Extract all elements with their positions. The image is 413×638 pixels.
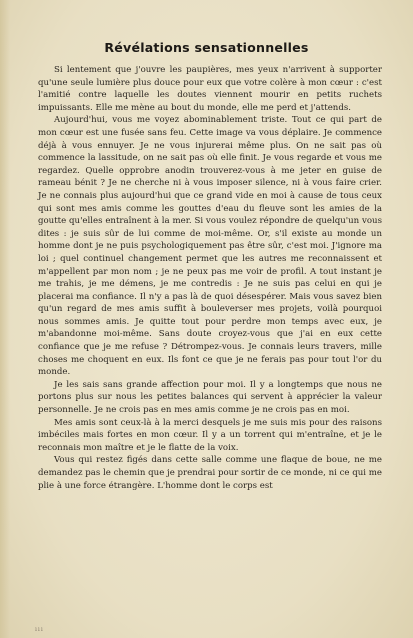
paragraph: Je les sais sans grande affection pour moi. Il y a longtemps que nous ne portons plus sur nous les petites balances qui servent à apprécier la valeur personnelle. Je ne crois pas en mes amis comme je ne crois pas en moi. [38,379,382,416]
paragraph: Si lentement que j'ouvre les paupières, mes yeux n'arrivent à supporter qu'une seule lumière plus douce pour eux que votre colère à mon cœur : c'est l'amitié contre laquelle les doutes viennent mourir en petits ruchets impuissants. Elle me mène au bout du monde, elle me perd et j'attends. [38,65,382,113]
page-title: Révélations sensationnelles [104,40,309,55]
paragraph: Mes amis sont ceux-là à la merci desquels je me suis mis pour des raisons imbéciles mais fortes en mon cœur. Il y a un torrent qui m'entraîne, et je le reconnais mon maître et je le flatte de la voix. [38,417,382,453]
body-text [38,64,382,492]
paragraph: Aujourd'hui, vous me voyez abominablement triste. Tout ce qui part de mon cœur est une fusée sans feu. Cette image va vous déplaire. Je commence déjà à vous ennuyer. Je ne vous injurerai même plus. On ne sait pas où commence la lassitude, on ne sait pas où elle finit. Je vous regarde et vous me regardez. Quelle opprobre anodin trouverez-vous à me jeter en guise de rameau bénit ? Je ne cherche ni à vous imposer silence, ni à vous faire crier. Je ne connais plus aujourd'hui que ce grand vide en moi à cause de tous ceux qui sont mes amis comme les gouttes d'eau du fleuve sont les amies de la goutte qu'elles entraînent à la mer. Si vous voulez répondre de quelqu'un vous dites : je suis sûr de lui comme de moi-même. Or, s'il existe au monde un homme dont je ne puis psychologiquement pas être sûr, c'est moi. J'ignore ma loi ; quel continuel changement permet que les autres me reconnaissent et m'appellent par mon nom ; je ne peux pas me voir de profil. A tout instant je me trahis, je me démens, je me contredis : Je ne suis pas celui en qui je placerai ma confiance. Il n'y a pas là de quoi désespérer. Mais vous savez bien qu'un regard de mes amis suffit à bouleverser mes projets, voilà pourquoi nous sommes amis. Je quitte tout pour perdre mon temps avec eux, je m'abandonne moi-même. Sans doute croyez-vous que j'ai en eux cette confiance que je me refuse ? Détrompez-vous. Je connais leurs travers, mille choses me choquent en eux. Ils font ce que je ne ferais pas pour tout l'or du monde. [38,115,382,378]
paragraph: Vous qui restez figés dans cette salle comme une flaque de boue, ne me demandez pas le chemin que je prendrai pour sortir de ce monde, ni ce qui me plie à une force étrangère. L'homme dont le corps est [38,455,382,491]
footer-ink-mark: ııı [35,626,44,633]
